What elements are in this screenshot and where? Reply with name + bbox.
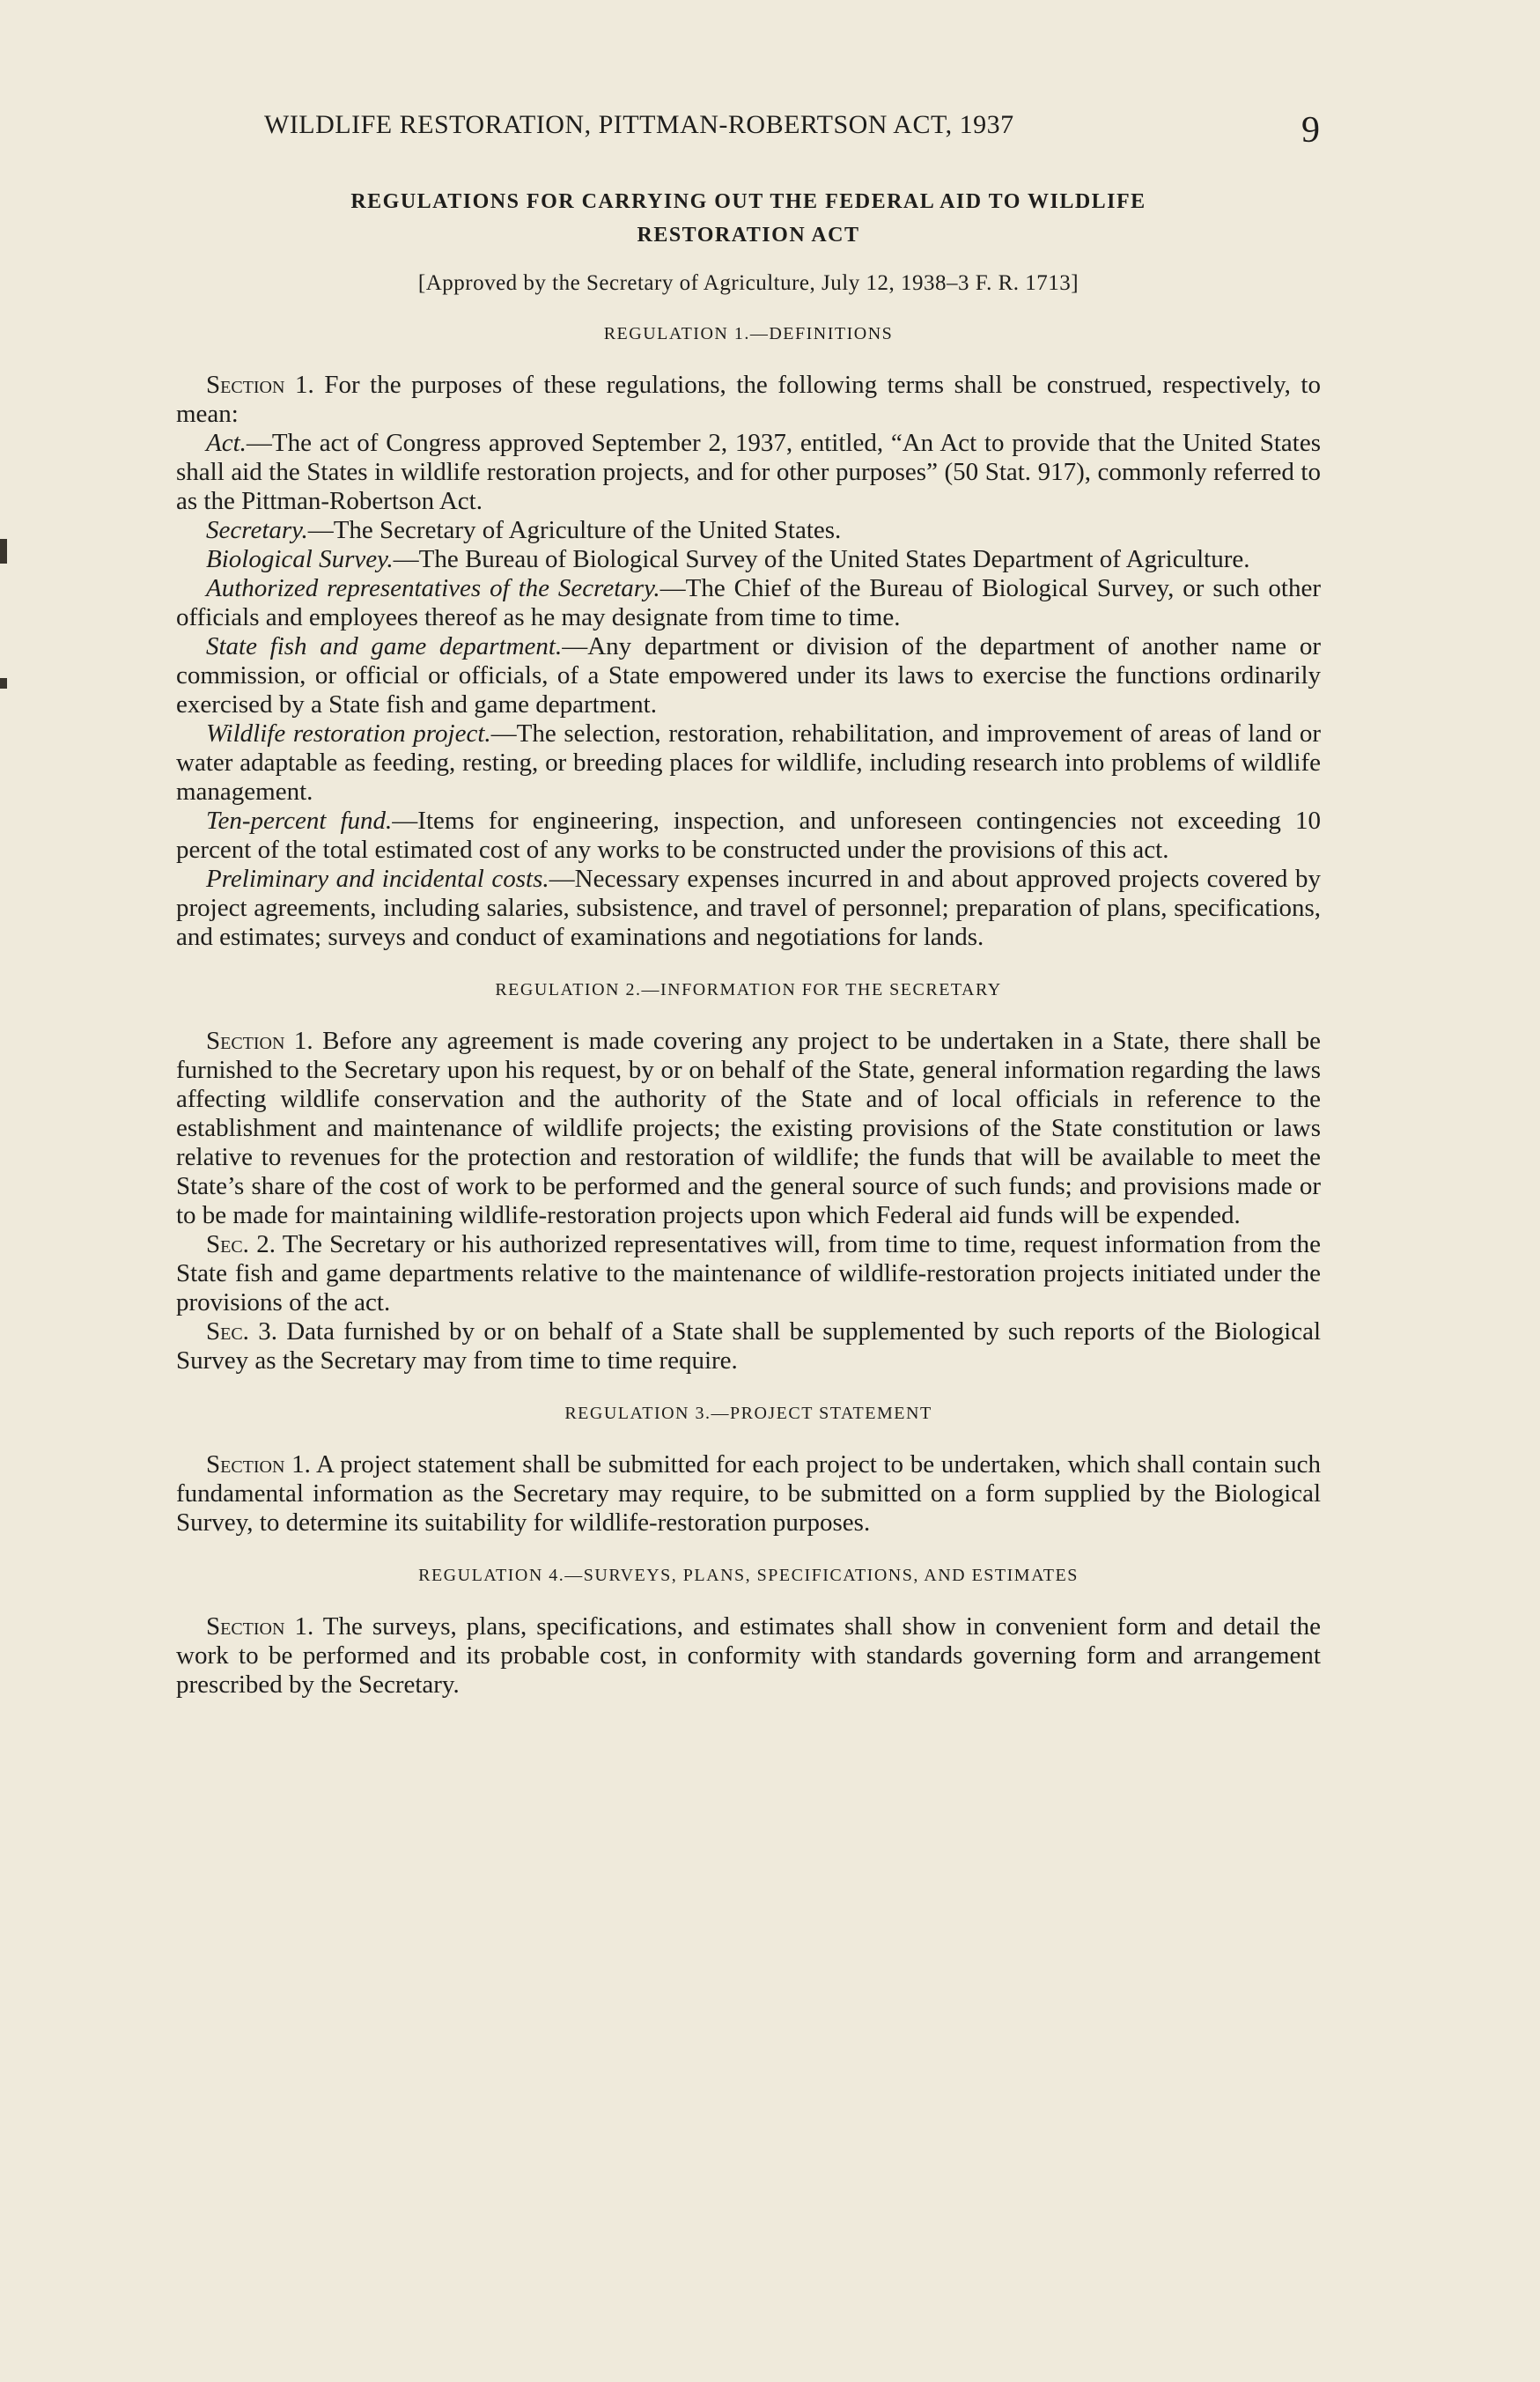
definition-text: —The selection, restoration, rehabilitation, and improvement of areas of land or water adaptable as feeding, resting, or breeding places for wildlife, including research into problems of wildlife management. [176, 719, 1322, 806]
page-body [176, 185, 1321, 1700]
definition-wildlife-restoration-project [176, 719, 1321, 807]
definition-text: —The Bureau of Biological Survey of the United States Department of Agriculture. [393, 545, 1250, 573]
margin-mark [0, 678, 7, 689]
section-text: For the purposes of these regulations, the following terms shall be construed, respectively, to mean: [176, 371, 1321, 428]
definition-text: —The Secretary of Agriculture of the United States. [307, 516, 842, 544]
definition-secretary [176, 516, 1321, 545]
definition-text: —The act of Congress approved September 2, 1937, entitled, “An Act to provide that the United States shall aid the States in wildlife restoration projects, and for other purposes” (50 Stat. 917), commonly referred to as the Pittman-Robertson Act. [176, 429, 1321, 515]
definition-term: Wildlife restoration project. [206, 719, 491, 748]
section-text: Before any agreement is made covering any project to be undertaken in a State, there shall be furnished to the Secretary upon his request, by or on behalf of the State, general information regarding the laws affecting wildlife conservation and the authority of the State and of local officials in reference to the establishment and maintenance of wildlife projects; the existing provisions of the State constitution or laws relative to revenues for the protection and restoration of wildlife; the funds that will be available to meet the State’s share of the cost of work to be performed and the general source of such funds; and provisions made or to be made for maintaining wildlife-restoration projects upon which Federal aid funds will be expended. [176, 1027, 1321, 1229]
section-label: Sec. 2. [206, 1230, 276, 1258]
regulation-2-section-1 [176, 1027, 1321, 1230]
definition-text: —The Chief of the Bureau of Biological Survey, or such other officials and employees thereof as he may designate from time to time. [176, 574, 1321, 631]
definition-text: —Any department or division of the department of another name or commission, or official or officials, of a State empowered under its laws to exercise the functions ordinarily exercised by a State fish and game department. [176, 632, 1321, 719]
regulation-4-heading: REGULATION 4.—SURVEYS, PLANS, SPECIFICATIONS, AND ESTIMATES [418, 1566, 1079, 1585]
definition-term: State fish and game department. [206, 632, 563, 660]
definition-preliminary-and-incidental-costs [176, 865, 1321, 952]
definition-term: Ten-percent fund. [206, 807, 393, 835]
definition-term: Biological Survey. [206, 545, 394, 573]
definition-term: Authorized representatives of the Secretary. [206, 574, 660, 602]
section-label: Section 1. [206, 371, 314, 399]
regulation-2-heading: REGULATION 2.—INFORMATION FOR THE SECRETARY [495, 980, 1002, 999]
definition-state-fish-and-game-department [176, 632, 1321, 719]
section-text: Data furnished by or on behalf of a State shall be supplemented by such reports of the Biological Survey as the Secretary may from time to time require. [176, 1317, 1322, 1375]
definition-term: Act. [206, 429, 247, 457]
definition-text: —Items for engineering, inspection, and unforeseen contingencies not exceeding 10 percent of the total estimated cost of any works to be constructed under the provisions of this act. [176, 807, 1322, 864]
definition-ten-percent-fund [176, 807, 1321, 865]
section-text: The surveys, plans, specifications, and estimates shall show in convenient form and detail the work to be performed and its probable cost, in conformity with standards governing form and arrangement prescribed by the Secretary. [176, 1612, 1322, 1699]
section-label: Section 1. [206, 1450, 311, 1479]
section-label: Section 1. [206, 1612, 314, 1641]
definition-term: Preliminary and incidental costs. [206, 865, 549, 893]
definition-act [176, 429, 1321, 516]
regulation-3-heading: REGULATION 3.—PROJECT STATEMENT [564, 1404, 932, 1423]
regulation-2-section-2 [176, 1230, 1321, 1317]
definition-authorized-representatives [176, 574, 1321, 632]
running-title: WILDLIFE RESTORATION, PITTMAN-ROBERTSON ACT, 1937 [264, 110, 1014, 139]
regulation-1-section-1 [176, 371, 1321, 429]
page-number: 9 [1301, 110, 1320, 151]
section-label: Section 1. [206, 1027, 313, 1055]
definition-biological-survey [176, 545, 1321, 574]
regulation-3-section-1 [176, 1450, 1321, 1538]
regulation-4-section-1 [176, 1612, 1321, 1700]
section-text: The Secretary or his authorized representatives will, from time to time, request information from the State fish and game departments relative to the maintenance of wildlife-restoration projects initiated under the provisions of the act. [176, 1230, 1322, 1316]
regulation-2-section-3 [176, 1317, 1321, 1375]
document-title-line-2: RESTORATION ACT [637, 224, 860, 247]
regulation-1-heading: REGULATION 1.—DEFINITIONS [603, 324, 894, 343]
margin-mark [0, 539, 7, 564]
section-label: Sec. 3. [206, 1317, 277, 1346]
section-text: A project statement shall be submitted for each project to be undertaken, which shall contain such fundamental information as the Secretary may require, to be submitted on a form supplied by the Biological Survey, to determine its suitability for wildlife-restoration purposes. [176, 1450, 1321, 1537]
document-title-line-1: REGULATIONS FOR CARRYING OUT THE FEDERAL AID TO WILDLIFE [350, 190, 1146, 213]
definition-text: —Necessary expenses incurred in and about approved projects covered by project agreements, including salaries, subsistence, and travel of personnel; preparation of plans, specifications, and estimates; surveys and conduct of examinations and negotiations for lands. [176, 865, 1321, 951]
definition-term: Secretary. [206, 516, 308, 544]
approval-note: [Approved by the Secretary of Agriculture, July 12, 1938–3 F. R. 1713] [417, 271, 1079, 295]
